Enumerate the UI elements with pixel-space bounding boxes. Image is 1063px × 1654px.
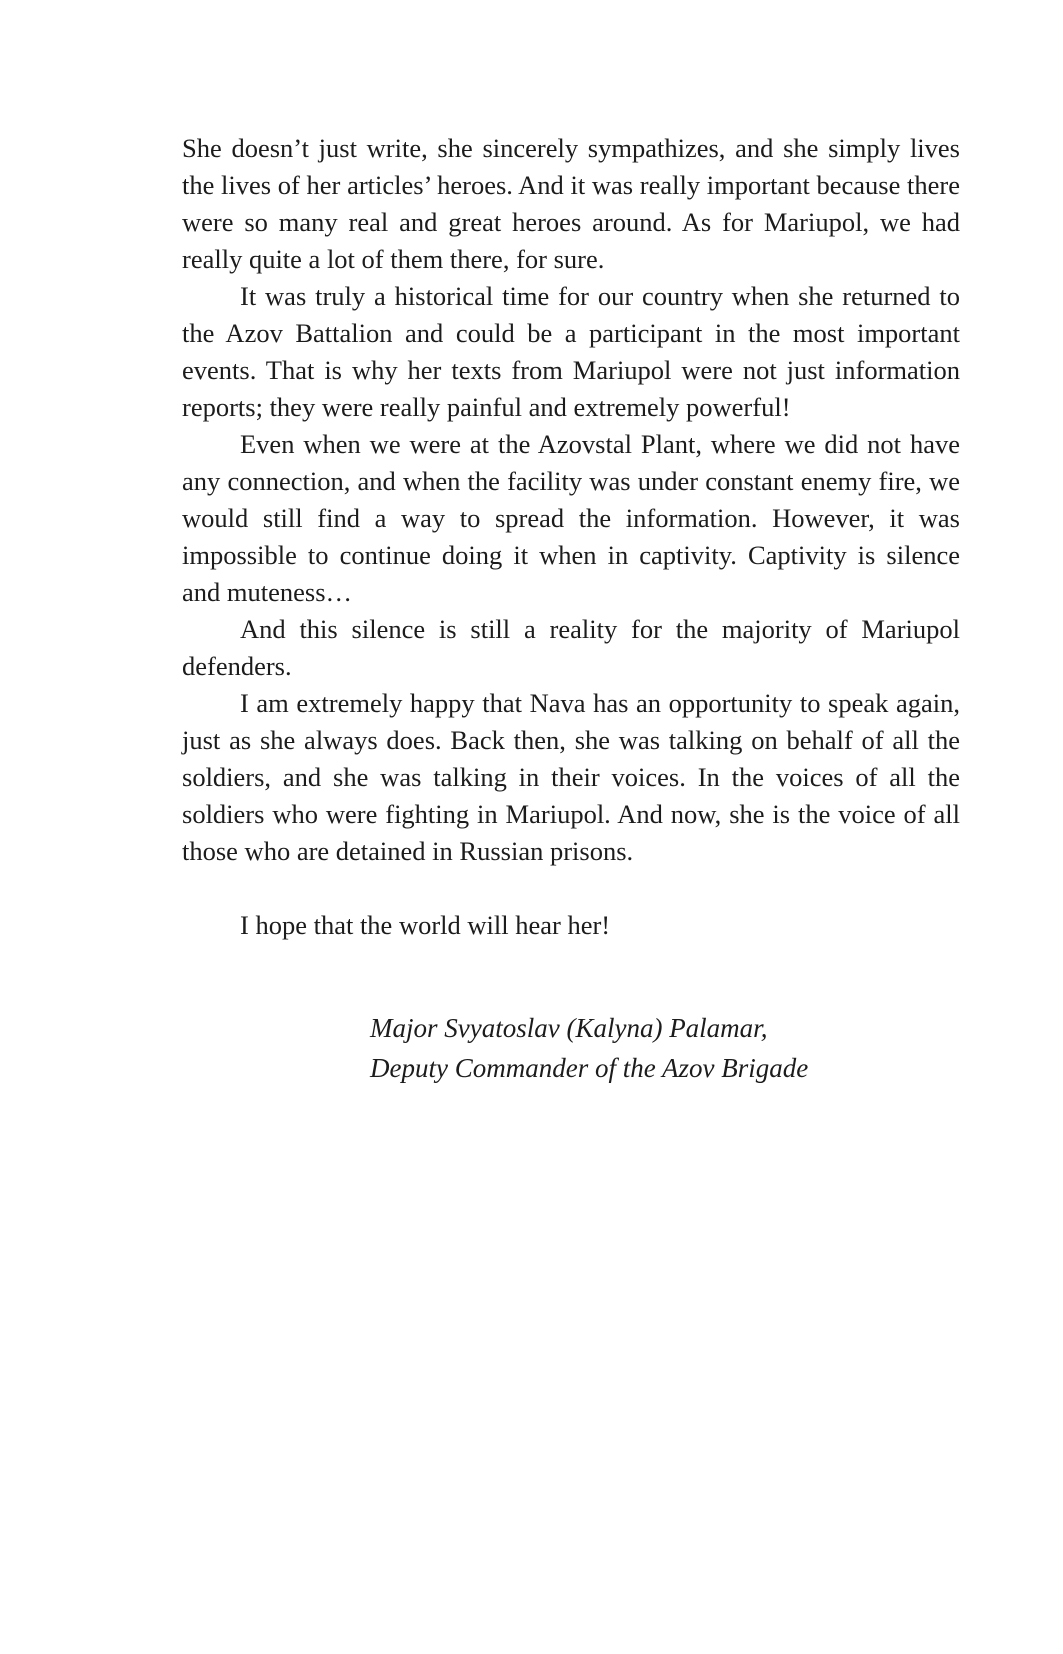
signature-name: Major Svyatoslav (Kalyna) Palamar, xyxy=(370,1013,768,1043)
text-block xyxy=(182,130,960,1088)
signature-title: Deputy Commander of the Azov Brigade xyxy=(370,1053,809,1083)
paragraph-1: She doesn’t just write, she sincerely sympathizes, and she simply lives the lives of her articles’ heroes. And it was really important because there were so many real and great heroes around. As for Mariupol, we had really quite a lot of them there, for sure. xyxy=(182,133,960,274)
closing-line: I hope that the world will hear her! xyxy=(240,910,611,940)
paragraph-5: I am extremely happy that Nava has an opportunity to speak again, just as she always does. Back then, she was talking on behalf of all the soldiers, and she was talking in their voices. In the voices of all the soldiers who were fighting in Mariupol. And now, she is the voice of all those who are detained in Russian prisons. xyxy=(182,688,960,866)
paragraph-3: Even when we were at the Azovstal Plant, where we did not have any connection, and when the facility was under constant enemy fire, we would still find a way to spread the information. However, it was impossible to continue doing it when in captivity. Captivity is silence and muteness… xyxy=(182,429,960,607)
paragraph-2: It was truly a historical time for our country when she returned to the Azov Battalion and could be a participant in the most important events. That is why her texts from Mariupol were not just information reports; they were really painful and extremely powerful! xyxy=(182,281,960,422)
signature-block xyxy=(370,1008,960,1088)
paragraph-4: And this silence is still a reality for the majority of Mariupol defenders. xyxy=(182,614,960,681)
